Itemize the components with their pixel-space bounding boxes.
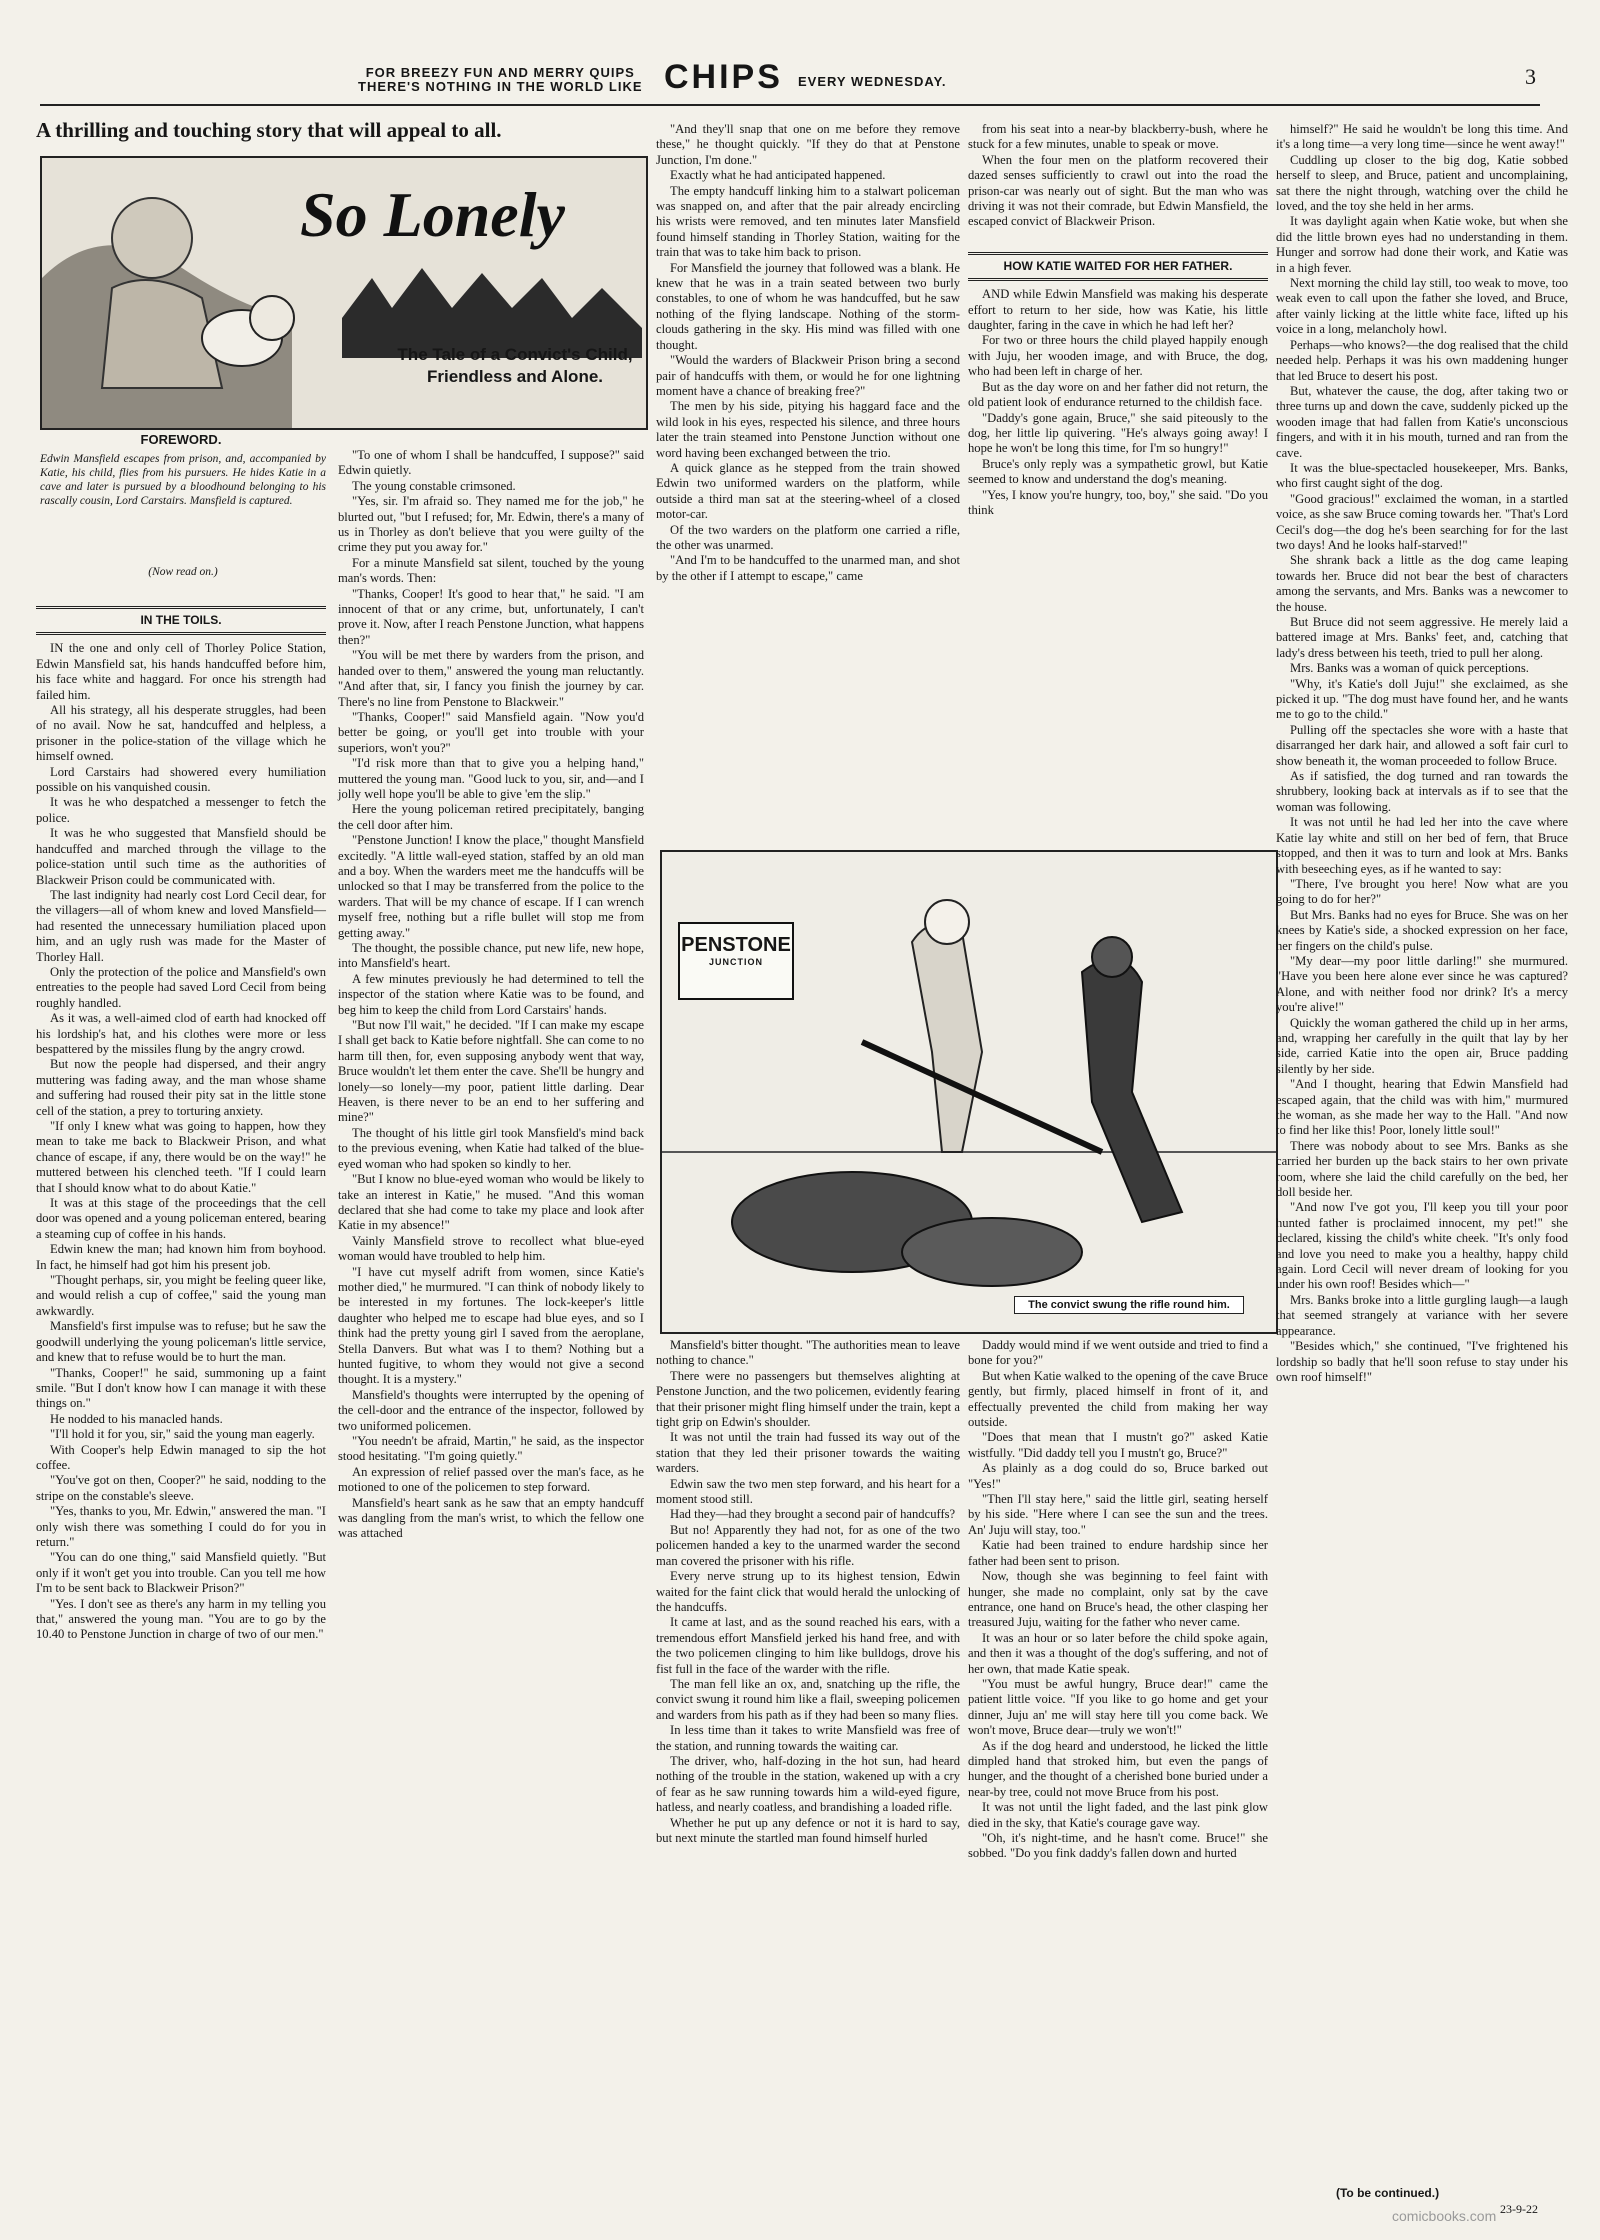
paragraph: "And they'll snap that one on me before they remove these," he thought quickly. "If they do that at Penstone Junction, I'm done." — [656, 122, 960, 167]
column-4-top-body — [968, 122, 1268, 230]
sign-station-name: PENSTONE — [681, 934, 791, 956]
column-2-body — [338, 448, 644, 1542]
paragraph: Next morning the child lay still, too weak to move, too weak even to call upon the father she loved, and Bruce, after vainly licking at the little white face, lifted up his voice in a long, melancholy howl. — [1276, 276, 1568, 337]
paragraph: An expression of relief passed over the man's face, as he motioned to one of the policemen to step forward. — [338, 1464, 644, 1495]
paragraph: Edwin knew the man; had known him from boyhood. In fact, he himself had got him his present job. — [36, 1242, 326, 1272]
paragraph: With Cooper's help Edwin managed to sip the hot coffee. — [36, 1442, 326, 1472]
paragraph: "There, I've brought you here! Now what are you going to do for her?" — [1276, 876, 1568, 907]
paragraph: But no! Apparently they had not, for as one of the two policemen handed a key to the unarmed warder the second man covered the prisoner with his rifle. — [656, 1522, 960, 1568]
paragraph: For Mansfield the journey that followed was a blank. He knew that he was in a train seated between two burly constables, to one of whom he was handcuffed, but he saw nothing of the flying landscape. Nothing of the storm-clouds gathering in the sky. His mind was filled with one thought. — [656, 260, 960, 352]
paragraph: Mrs. Banks broke into a little gurgling laugh—a laugh that seemed strangely at variance with her severe appearance. — [1276, 1292, 1568, 1338]
paragraph: Bruce's only reply was a sympathetic growl, but Katie seemed to know and understand the dog's meaning. — [968, 456, 1268, 487]
paragraph: "Yes. I don't see as there's any harm in my telling you that," answered the young man. "You are to go by the 10.40 to Penstone Junction in charge of two of our men." — [36, 1596, 326, 1642]
slogan-line-1: FOR BREEZY FUN AND MERRY QUIPS — [365, 65, 635, 80]
paragraph: The young constable crimsoned. — [352, 478, 516, 493]
paragraph: "But I know no blue-eyed woman who would be likely to take an interest in Katie," he mused. "And this woman declared that she had come to take my place and look after Katie in my absence!" — [338, 1172, 644, 1233]
paragraph: It was the blue-spectacled housekeeper, Mrs. Banks, who first caught sight of the dog. — [1276, 460, 1568, 491]
column-3-top-body — [656, 122, 960, 584]
paragraph: "And I'm to be handcuffed to the unarmed man, and shot by the other if I attempt to escape," came — [656, 553, 960, 583]
column-5-body — [1276, 122, 1568, 1385]
page-number: 3 — [1525, 64, 1536, 89]
sign-junction-label: JUNCTION — [708, 957, 763, 967]
paragraph: It was not until he had led her into the cave where Katie lay white and still on her bed of fern, that Bruce stopped, and then it was to turn and look at Mrs. Banks with beseeching eyes, as if he wanted to say: — [1276, 815, 1568, 876]
paragraph: The driver, who, half-dozing in the hot sun, had heard nothing of the trouble in the station, wakened up with a cry of fear as he saw running towards him a wild-eyed figure, hatless, and nearly coatless, and brandishing a loaded rifle. — [656, 1753, 960, 1815]
paragraph: Pulling off the spectacles she wore with a haste that disarranged her dark hair, and allowed a soft fair curl to show beneath it, the woman proceeded to follow Bruce. — [1276, 722, 1568, 768]
paragraph: But now the people had dispersed, and their angry muttering was fading away, and the man whose shame and suffering had roused their pity sat in the little stone cell of the station, a prey to torturing anxiety. — [36, 1057, 326, 1118]
paragraph: "Does that mean that I mustn't go?" asked Katie wistfully. "Did daddy tell you I mustn't go, Bruce?" — [968, 1430, 1268, 1460]
paragraph: "You needn't be afraid, Martin," he said, as the inspector stood hesitating. "I'm going quietly." — [338, 1434, 644, 1464]
paragraph: But Mrs. Banks had no eyes for Bruce. She was on her knees by Katie's side, a shocked expression on her face, her fingers on the child's pulse. — [1276, 907, 1568, 953]
paragraph: "Would the warders of Blackweir Prison bring a second pair of handcuffs with them, or would he for one lightning moment have a chance of breaking free?" — [656, 353, 960, 398]
paragraph: But Bruce did not seem aggressive. He merely laid a battered image at Mrs. Banks' feet, and, catching that lady's dress between his teeth, tried to pull her along. — [1276, 615, 1568, 660]
paragraph: "I'd risk more than that to give you a helping hand," muttered the young man. "Good luck to you, sir, and—and I jolly well hope you'll be able to give 'em the slip." — [338, 756, 644, 801]
paragraph: Only the protection of the police and Mansfield's own entreaties to the people had saved Lord Cecil from being roughly handled. — [36, 964, 326, 1010]
paragraph: It was daylight again when Katie woke, but when she did the little brown eyes had no understanding in them. Hunger and sorrow had done their work, and Katie was in a high fever. — [1276, 214, 1568, 275]
paragraph: For a minute Mansfield sat silent, touched by the young man's words. Then: — [338, 555, 644, 586]
paragraph: "Yes, I know you're hungry, too, boy," she said. "Do you think — [968, 487, 1268, 517]
column-4-mid-body — [968, 287, 1268, 518]
paragraph: "Thanks, Cooper!" said Mansfield again. "Now you'd better be going, or you'll get into trouble with your superiors, won't you?" — [338, 709, 644, 755]
paragraph: "I have cut myself adrift from women, since Katie's mother died," he murmured. "I can think of nobody likely to be interested in my fortunes. The lock-keeper's little daughter who helped me to escape had blue eyes, and so I think had the pretty young girl I saved from the aeroplane, Stella Danvers. But what was I to them? Nothing but a hunted fugitive, to whom they would not give a second thought. It is a mystery." — [338, 1264, 644, 1387]
paragraph: But, whatever the cause, the dog, after taking two or three turns up and down the cave, suddenly picked up the wooden image that had fallen from Katie's unconscious fingers, and with it in his mouth, turned and ran from the cave. — [1276, 383, 1568, 460]
masthead — [40, 58, 1540, 106]
paragraph: "Daddy's gone again, Bruce," she said piteously to the dog, her little lip quivering. "He's always going away! I hope he won't be long this time, for I'm so hungry!" — [968, 410, 1268, 456]
paragraph: Quickly the woman gathered the child up in her arms, and, wrapping her carefully in the quilt that lay by her side, carried Katie into the open air, Bruce padding silently by her side. — [1276, 1015, 1568, 1076]
paragraph: Perhaps—who knows?—the dog realised that the child needed help. Perhaps it was his own maddening hunger that led Bruce to desert his post. — [1276, 337, 1568, 383]
to-be-continued: (To be continued.) — [1336, 2186, 1440, 2200]
paragraph: There were no passengers but themselves alighting at Penstone Junction, and the two policemen, evidently fearing that their prisoner might fling himself under the train, kept a tight grip on Edwin's shoulder. — [656, 1368, 960, 1430]
column-1-body — [36, 641, 326, 1642]
paragraph: It came at last, and as the sound reached his ears, with a tremendous effort Mansfield jerked his hand free, and with the two policemen clinging to him like bulldogs, drove his fist full in the face of the warder with the rifle. — [656, 1615, 960, 1676]
paragraph: "And I thought, hearing that Edwin Mansfield had escaped again, that the child was with him," murmured the woman, as she made her way to the Hall. "And now to find her like this! Poor, lonely little soul!" — [1276, 1077, 1568, 1138]
source-watermark: comicbooks.com — [1392, 2208, 1497, 2224]
paragraph: from his seat into a near-by blackberry-bush, where he stuck for a few minutes, unable to speak or move. — [968, 122, 1268, 152]
paragraph: For two or three hours the child played happily enough with Juju, her wooden image, and with Bruce, the dog, who had been left in charge of her. — [968, 333, 1268, 379]
foreword-heading: FOREWORD. — [140, 432, 222, 447]
paragraph: "You will be met there by warders from the prison, and handed over to them," answered the young man reluctantly. "And after that, sir, I fancy you finish the journey by car. There's no line from Penstone to Blackweir." — [338, 648, 644, 709]
paragraph: Katie had been trained to endure hardship since her father had been sent to prison. — [968, 1538, 1268, 1568]
column-4-bottom-body — [968, 1338, 1268, 1862]
read-on-note: (Now read on.) — [148, 566, 218, 578]
column-5 — [1276, 122, 1568, 1385]
paragraph: "Good gracious!" exclaimed the woman, in a startled voice, as she saw Bruce coming towards her. "That's Lord Cecil's dog—the dog he's been searching for for the last two days! And he looks half-starved!" — [1276, 491, 1568, 552]
paragraph: As plainly as a dog could do so, Bruce barked out "Yes!" — [968, 1461, 1268, 1491]
illustration-caption: The convict swung the rifle round him. — [1014, 1296, 1244, 1314]
paragraph: All his strategy, all his desperate struggles, had been of no avail. Now he sat, handcuffed and helpless, a prisoner in the police-station of the village which he himself owned. — [36, 703, 326, 764]
paragraph: When the four men on the platform recovered their dazed senses sufficiently to crawl out into the road the prison-car was nearly out of sight. But the man who was driving it was not their comrade, but Edwin Mansfield, the escaped convict of Blackweir Prison. — [968, 152, 1268, 229]
paragraph: The men by his side, pitying his haggard face and the wild look in his eyes, respected his silence, and three hours later the train steamed into Penstone Junction without one word having been exchanged between the trio. — [656, 399, 960, 460]
paragraph: But as the day wore on and her father did not return, the old patient look of endurance returned to the childish face. — [968, 379, 1268, 410]
paragraph: "But now I'll wait," he decided. "If I can make my escape I shall get back to Katie before nightfall. She can come to no harm till then, for, even supposing anybody went that way, Bruce wouldn't let them enter the cave. She'll be hungry and lonely—so lonely—my poor, patient little darling. Dear Heaven, is there never to be an end to her suffering and mine?" — [338, 1018, 644, 1125]
paragraph: The thought of his little girl took Mansfield's mind back to the previous evening, when Katie had talked of the blue-eyed woman who had spoken so kindly to her. — [338, 1125, 644, 1171]
paragraph: "Why, it's Katie's doll Juju!" she exclaimed, as she picked it up. "The dog must have found her, and he wants me to go to the child." — [1276, 676, 1568, 722]
paragraph: IN the one and only cell of Thorley Police Station, Edwin Mansfield sat, his hands handcuffed before him, his face white and haggard. For once his strength had failed him. — [36, 641, 326, 702]
slogan-line-2: THERE'S NOTHING IN THE WORLD LIKE — [358, 79, 643, 94]
paragraph: "I'll hold it for you, sir," said the young man eagerly. — [50, 1427, 315, 1442]
paragraph: Edwin saw the two men step forward, and his heart for a moment stood still. — [656, 1476, 960, 1507]
issue-date: 23-9-22 — [1500, 2202, 1538, 2216]
paragraph: Mansfield's thoughts were interrupted by the opening of the cell-door and the entrance of the inspector, followed by two uniformed policemen. — [338, 1387, 644, 1433]
column-4-top — [968, 122, 1268, 518]
section-heading-katie-waited: HOW KATIE WAITED FOR HER FATHER. — [968, 252, 1268, 281]
masthead-slogan — [358, 66, 643, 94]
paragraph: "Thanks, Cooper!" he said, summoning up a faint smile. "But I don't know how I can manage it with these things on." — [36, 1365, 326, 1411]
paragraph: "You can do one thing," said Mansfield quietly. "But only if it won't get you into trouble. Can you tell me how I'm to be sent back to Blackweir Prison?" — [36, 1550, 326, 1596]
paragraph: The thought, the possible chance, put new life, new hope, into Mansfield's heart. — [338, 941, 644, 971]
paragraph: "Thanks, Cooper! It's good to hear that," he said. "I am innocent of that or any crime, but, unfortunately, I can't prove it. Now, after I reach Penstone Junction, what happens then?" — [338, 586, 644, 647]
chips-logo: CHIPS — [664, 58, 783, 96]
paragraph: Had they—had they brought a second pair of handcuffs? — [670, 1507, 956, 1522]
paragraph: It was an hour or so later before the child spoke again, and then it was a thought of the dog's suffering, and not of her own, that made Katie speak. — [968, 1630, 1268, 1676]
column-4-bottom — [968, 1338, 1268, 1862]
foreword-text: Edwin Mansfield escapes from prison, and, accompanied by Katie, his child, flies from his pursuers. He hides Katie in a cave and later is pursued by a bloodhound belonging to his rascally cousin, Lord Carstairs. Mansfield is captured. — [40, 453, 326, 507]
paragraph: Every nerve strung up to its highest tension, Edwin waited for the faint click that would herald the unlocking of the handcuffs. — [656, 1569, 960, 1614]
paragraph: He nodded to his manacled hands. — [50, 1411, 223, 1426]
paragraph: "You must be awful hungry, Bruce dear!" came the patient little voice. "If you like to go home and get your dinner, Juju an' me will stay here till you come back. We won't move, Bruce dear—truly we won't!" — [968, 1676, 1268, 1738]
paragraph: Of the two warders on the platform one carried a rifle, the other was unarmed. — [656, 522, 960, 552]
paragraph: "Yes, thanks to you, Mr. Edwin," answered the man. "I only wish there was something I could do for you in return." — [36, 1504, 326, 1549]
paragraph: A quick glance as he stepped from the train showed Edwin two uniformed warders on the platform, while outside a third man sat at the steering-wheel of a closed motor-car. — [656, 460, 960, 522]
column-1 — [36, 600, 326, 1643]
paragraph: "To one of whom I shall be handcuffed, I suppose?" said Edwin quietly. — [338, 448, 644, 478]
column-2 — [338, 448, 644, 1542]
column-3-top — [656, 122, 960, 584]
paragraph: AND while Edwin Mansfield was making his desperate effort to return to her side, how was Katie, his little daughter, faring in the cave in which he had left her? — [968, 287, 1268, 333]
paragraph: As it was, a well-aimed clod of earth had knocked off his lordship's hat, and his clothes were more or less bespattered by the missiles flung by the angry crowd. — [36, 1011, 326, 1056]
story-title: So Lonely — [300, 179, 565, 250]
paragraph: "Yes, sir. I'm afraid so. They named me for the job," he blurted out, "but I refused; for, Mr. Edwin, there's a many of us in Thorley as don't believe that you were guilty of the crime they put you away for." — [338, 494, 644, 555]
paragraph: "Then I'll stay here," said the little girl, seating herself by his side. "Here where I can see the sun and the trees. An' Juju will stay, too." — [968, 1492, 1268, 1537]
paragraph: As if satisfied, the dog turned and ran towards the shrubbery, looking back at intervals as if to see that the woman was following. — [1276, 769, 1568, 814]
paragraph: himself?" He said he wouldn't be long this time. And it's a long time—a very long time—since he went away!" — [1276, 122, 1568, 152]
paragraph: "Besides which," she continued, "I've frightened his lordship so badly that he'll soon refuse to stay under his own roof himself!" — [1276, 1339, 1568, 1384]
paragraph: Here the young policeman retired precipitately, banging the cell door after him. — [338, 802, 644, 832]
paragraph: There was nobody about to see Mrs. Banks as she carried her burden up the back stairs to her own private room, where she laid the child carefully on the bed, her doll beside her. — [1276, 1138, 1568, 1200]
section-heading-in-the-toils: IN THE TOILS. — [36, 606, 326, 635]
paragraph: She shrank back a little as the dog came leaping towards her. Bruce did not bear the best of characters among the servants, and Mrs. Banks was a newcomer to the house. — [1276, 553, 1568, 614]
paragraph: A few minutes previously he had determined to tell the inspector of the station where Katie was to be found, and beg him to keep the child from Lord Carstairs' hands. — [338, 971, 644, 1017]
paragraph: "And now I've got you, I'll keep you till your poor hunted father is proclaimed innocent, my pet!" she declared, kissing the child's white cheek. "It's only food and love you need to make you a healthy, happy child again. Lord Cecil will never dream of looking for you under his own roof! Besides which—" — [1276, 1200, 1568, 1292]
paragraph: Daddy would mind if we went outside and tried to find a bone for you?" — [968, 1338, 1268, 1368]
paragraph: Exactly what he had anticipated happened. — [670, 168, 886, 183]
paragraph: The man fell like an ox, and, snatching up the rifle, the convict swung it round him like a flail, sweeping policemen and warders from his path as if they had been so many flies. — [656, 1676, 960, 1722]
story-tagline: A thrilling and touching story that will appeal to all. — [36, 118, 502, 142]
paragraph: Mansfield's first impulse was to refuse; but he saw the goodwill underlying the young policeman's little service, and knew that to refuse would be to hurt the man. — [36, 1319, 326, 1365]
paragraph: "You've got on then, Cooper?" he said, nodding to the stripe on the constable's sleeve. — [36, 1473, 326, 1503]
paragraph: Mansfield's heart sank as he saw that an empty handcuff was dangling from the man's wrist, to which the fellow one was attached — [338, 1495, 644, 1541]
paragraph: Whether he put up any defence or not it is hard to say, but next minute the startled man found himself hurled — [656, 1815, 960, 1845]
paragraph: "Penstone Junction! I know the place," thought Mansfield excitedly. "A little wall-eyed station, staffed by an old man and a boy. When the warders meet me the handcuffs will be unlocked so that I may be transferred from the police to the warders. That will be my chance of escape. If I can wrench myself free, nothing but a rifle bullet will stop me from getting away." — [338, 833, 644, 940]
penstone-junction-sign — [678, 922, 794, 1000]
paragraph: Vainly Mansfield strove to recollect what blue-eyed woman would have troubled to help him. — [338, 1233, 644, 1264]
paragraph: The last indignity had nearly cost Lord Cecil dear, for the villagers—all of whom knew and loved Mansfield—had resented the unnecessary humiliation placed upon him, and an ugly rush was made for the Master of Thorley Hall. — [36, 887, 326, 964]
paragraph: "My dear—my poor little darling!" she murmured. "Have you been here alone ever since he was captured? Alone, and with neither food nor drink? It's a mercy you're alive!" — [1276, 953, 1568, 1015]
paragraph: It was he who despatched a messenger to fetch the police. — [36, 795, 326, 825]
column-3-bottom-body — [656, 1338, 960, 1846]
paragraph: As if the dog heard and understood, he licked the little dimpled hand that stroked him, but even the pangs of hunger, and the thought of a cherished bone buried under a near-by tree, could not move Bruce from his post. — [968, 1738, 1268, 1799]
paragraph: In less time than it takes to write Mansfield was free of the station, and running towards the waiting car. — [656, 1723, 960, 1753]
paragraph: Lord Carstairs had showered every humiliation possible on his vanquished cousin. — [36, 764, 326, 795]
column-3-bottom — [656, 1338, 960, 1846]
paragraph: It was at this stage of the proceedings that the cell door was opened and a young policeman entered, bearing a steaming cup of coffee in his hands. — [36, 1196, 326, 1241]
paragraph: It was not until the train had fussed its way out of the station that they led their prisoner towards the waiting warders. — [656, 1430, 960, 1476]
paragraph: "Thought perhaps, sir, you might be feeling queer like, and would relish a cup of coffee," said the young man awkwardly. — [36, 1273, 326, 1318]
masthead-schedule: EVERY WEDNESDAY. — [798, 74, 947, 89]
paragraph: "Oh, it's night-time, and he hasn't come. Bruce!" she sobbed. "Do you fink daddy's fallen down and hurted — [968, 1831, 1268, 1861]
paragraph: Cuddling up closer to the big dog, Katie sobbed herself to sleep, and Bruce, patient and uncomplaining, sat there the night through, watching over the child he loved, and the toy she held in her arms. — [1276, 152, 1568, 214]
paragraph: Mrs. Banks was a woman of quick perceptions. — [1290, 661, 1529, 676]
paragraph: It was not until the light faded, and the last pink glow died in the sky, that Katie's courage gave way. — [968, 1800, 1268, 1830]
paragraph: It was he who suggested that Mansfield should be handcuffed and marched through the village to the police-station until such time as the authorities of Blackweir Prison could be communicated with. — [36, 826, 326, 887]
story-subtitle: The Tale of a Convict's Child, Friendless and Alone. — [397, 345, 633, 386]
paragraph: The empty handcuff linking him to a stalwart policeman was snapped on, and after that the pair already encircling his wrists were removed, and ten minutes later Mansfield found himself standing in Thorley Station, waiting for the train that was to take him back to prison. — [656, 183, 960, 260]
paragraph: Mansfield's bitter thought. "The authorities mean to leave nothing to chance." — [656, 1338, 960, 1368]
paragraph: "If only I knew what was going to happen, how they mean to take me back to Blackweir Prison, and what chance of escape, if any, there would be on the way!" he muttered between his clenched teeth. "If I could learn that I should know what to do about Katie." — [36, 1119, 326, 1195]
paragraph: But when Katie walked to the opening of the cave Bruce gently, but firmly, placed himself in front of it, and effectually prevented the child from making her way outside. — [968, 1368, 1268, 1430]
paragraph: Now, though she was beginning to feel faint with hunger, she made no complaint, only sat by the cave entrance, one hand on Bruce's head, the other clasping her treasured Juju, waiting for the father who never came. — [968, 1569, 1268, 1630]
